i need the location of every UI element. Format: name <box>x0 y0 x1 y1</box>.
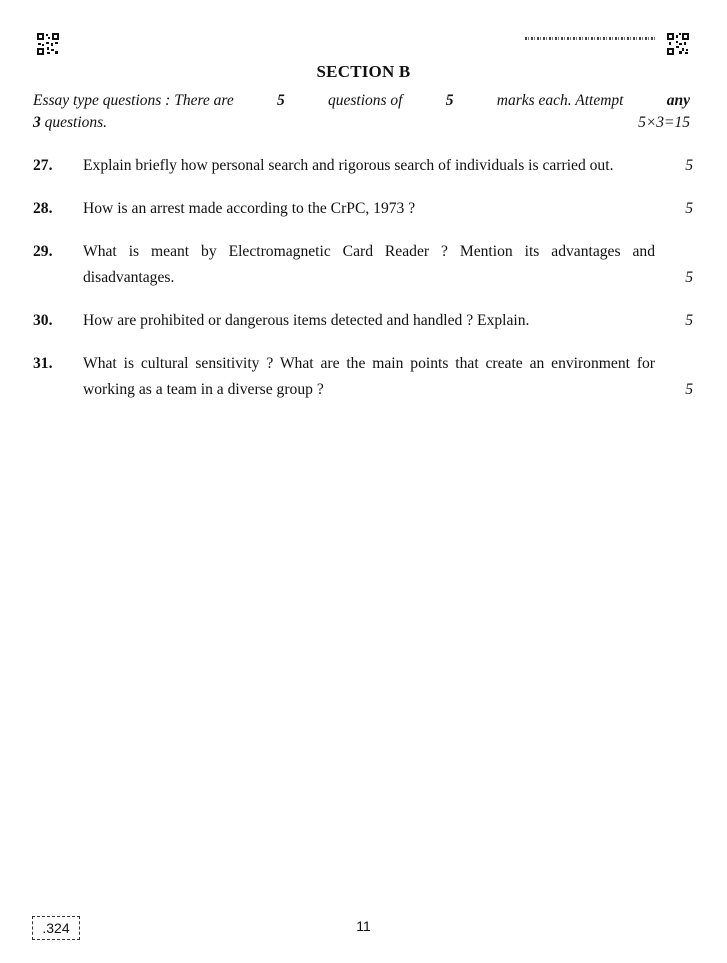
qr-code-icon <box>667 33 689 55</box>
question-text: What is cultural sensitivity ? What are the main points that create an environment for working as a team in a diverse group ? <box>83 355 655 398</box>
question-marks: 5 <box>685 157 693 174</box>
instructions-text: questions. <box>44 114 108 131</box>
instructions-any: any <box>666 92 690 109</box>
question-text: How is an arrest made according to the CrPC, 1973 ? <box>83 200 416 217</box>
question-number: 30. <box>33 312 53 329</box>
paper-code-box: .324 <box>32 916 80 940</box>
question-marks: 5 <box>685 269 693 286</box>
question-number: 27. <box>33 157 53 174</box>
instructions-attempt-count-wrapper <box>33 112 107 134</box>
question-marks: 5 <box>685 200 693 217</box>
instructions-marks-each: 5 <box>445 92 454 109</box>
question-item <box>33 308 693 334</box>
question-item <box>33 239 693 291</box>
page-number: 11 <box>356 918 371 934</box>
question-item <box>33 351 693 403</box>
instructions-question-count: 5 <box>277 92 285 109</box>
question-text: Explain briefly how personal search and rigorous search of individuals is carried out. <box>83 157 614 174</box>
barcode-line <box>525 37 655 40</box>
qr-code-icon <box>37 33 59 55</box>
instructions-text: questions of <box>328 92 403 109</box>
question-number: 29. <box>33 243 53 260</box>
instructions-attempt-count: 3 <box>33 114 41 131</box>
question-number: 28. <box>33 200 53 217</box>
question-list <box>33 153 693 420</box>
section-title: SECTION B <box>316 62 411 81</box>
question-number: 31. <box>33 355 53 372</box>
question-text: What is meant by Electromagnetic Card Reader ? Mention its advantages and disadvantages. <box>83 243 655 286</box>
section-instructions <box>33 90 690 134</box>
question-item <box>33 196 693 222</box>
instructions-line-1 <box>33 90 690 112</box>
question-item <box>33 153 693 179</box>
marks-scheme: 5×3=15 <box>638 114 690 131</box>
question-marks: 5 <box>685 381 693 398</box>
instructions-line-2 <box>33 112 690 134</box>
question-marks: 5 <box>685 312 693 329</box>
instructions-text: Essay type questions : There are <box>33 92 234 109</box>
question-text: How are prohibited or dangerous items detected and handled ? Explain. <box>83 312 530 329</box>
instructions-text: marks each. Attempt <box>496 92 624 109</box>
